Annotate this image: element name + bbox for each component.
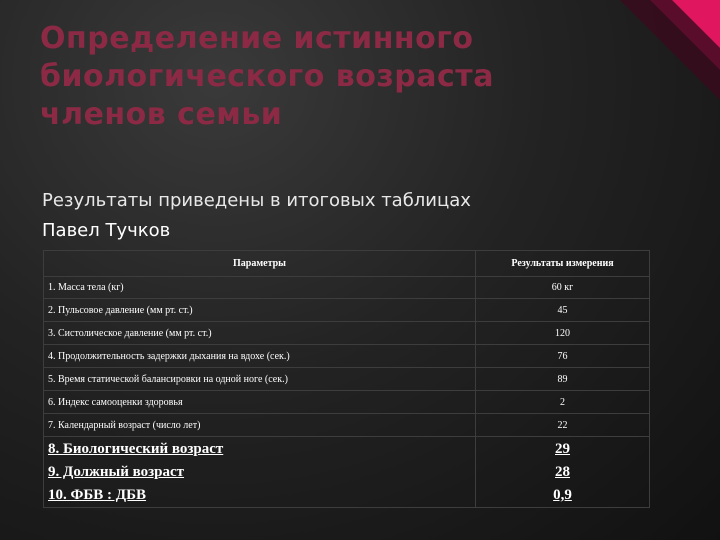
table-header-row (44, 251, 650, 277)
table-row (44, 368, 650, 391)
row-value: 2 (476, 391, 650, 414)
author-name: Павел Тучков (42, 220, 171, 241)
header-parameters: Параметры (44, 251, 476, 277)
results-table (43, 250, 650, 508)
summary-label: 10. ФБВ : ДБВ (44, 483, 476, 508)
corner-stripe-dark (620, 0, 720, 100)
corner-stripe-shadow (650, 0, 720, 70)
table-row (44, 322, 650, 345)
summary-row (44, 437, 650, 462)
row-label: 6. Индекс самооценки здоровья (44, 391, 476, 414)
summary-value: 0,9 (476, 483, 650, 508)
row-value: 60 кг (476, 277, 650, 299)
table-row (44, 414, 650, 437)
row-label: 3. Систолическое давление (мм рт. ст.) (44, 322, 476, 345)
table-row (44, 299, 650, 322)
row-label: 7. Календарный возраст (число лет) (44, 414, 476, 437)
row-value: 120 (476, 322, 650, 345)
row-label: 1. Масса тела (кг) (44, 277, 476, 299)
table-row (44, 345, 650, 368)
row-label: 4. Продолжительность задержки дыхания на вдохе (сек.) (44, 345, 476, 368)
summary-value: 28 (476, 461, 650, 483)
summary-row (44, 483, 650, 508)
table-row (44, 391, 650, 414)
summary-label: 8. Биологический возраст (44, 437, 476, 462)
row-value: 22 (476, 414, 650, 437)
table-row (44, 277, 650, 299)
slide-title: Определение истинного биологического возраста членов семьи (40, 21, 494, 132)
row-value: 76 (476, 345, 650, 368)
row-value: 45 (476, 299, 650, 322)
summary-row (44, 461, 650, 483)
summary-value: 29 (476, 437, 650, 462)
summary-label: 9. Должный возраст (44, 461, 476, 483)
header-results: Результаты измерения (476, 251, 650, 277)
row-label: 5. Время статической балансировки на одной ноге (сек.) (44, 368, 476, 391)
row-value: 89 (476, 368, 650, 391)
corner-triangle-accent (672, 0, 720, 48)
row-label: 2. Пульсовое давление (мм рт. ст.) (44, 299, 476, 322)
slide-subtitle: Результаты приведены в итоговых таблицах (42, 190, 471, 211)
